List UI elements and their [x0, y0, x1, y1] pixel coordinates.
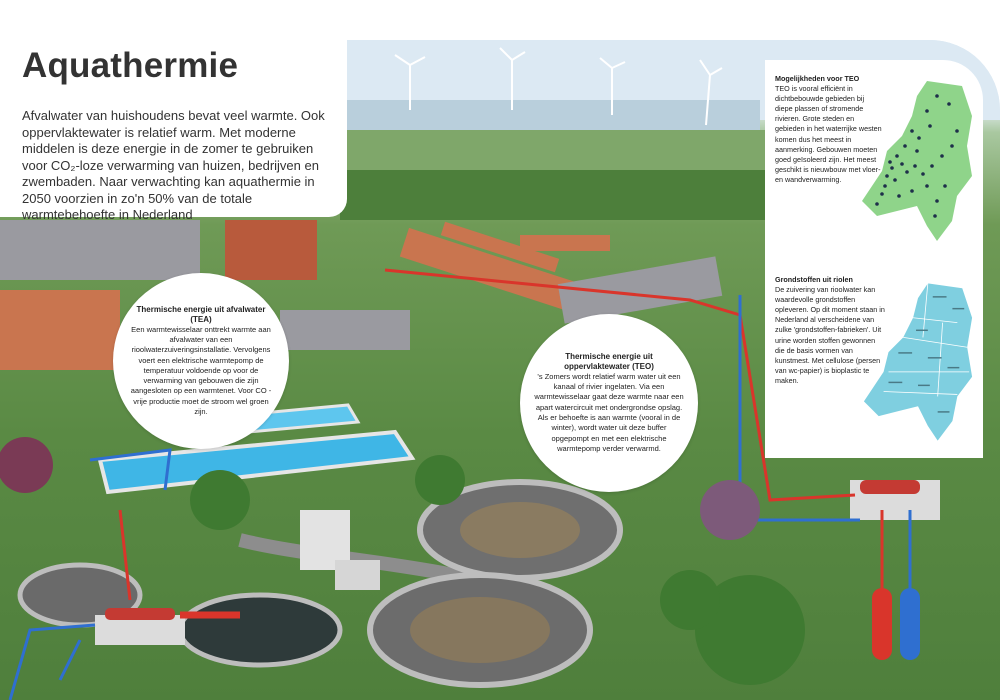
tea-body: Een warmtewisselaar onttrekt warmte aan afvalwater van een rioolwaterzuiveringsinstallatie. Vervolgens voert een elektrische warmtepomp de temperatuur voldoende op voor de verwarming van gebouwen die zijn aangesloten op een warmtenet. Voor CO -vrije productie moet de stroom wel groen zijn.	[130, 324, 272, 417]
side-panel	[765, 60, 983, 458]
teo-heading: Thermische energie uit oppervlaktewater (TEO)	[564, 351, 654, 371]
title-card	[0, 0, 347, 222]
hot-storage-tank	[872, 588, 892, 660]
tea-info-circle	[113, 273, 289, 449]
raw-materials-body: De zuivering van rioolwater kan waardevolle grondstoffen opleveren. Op dit moment staan in Nederland al verscheidene van zulke 'grondstoffen-fabrieken'. Uit urine worden stoffen gewonnen die de basis vormen van kunstmest. Met cellulose (persen van wc-papier) is bioplastic te maken.	[775, 285, 885, 385]
raw-materials-heading: Grondstoffen uit riolen	[775, 275, 853, 284]
page-title: Aquathermie	[22, 46, 239, 85]
tea-heading: Thermische energie uit afvalwater (TEA)	[136, 304, 266, 324]
teo-possibilities-heading: Mogelijkheden voor TEO	[775, 74, 860, 83]
teo-info-circle	[520, 314, 698, 492]
netherlands-map-teo	[857, 76, 977, 246]
teo-possibilities-body: TEO is vooral efficiënt in dichtbebouwde gebieden bij diepe plassen of stromende rivieren. Grote steden en gebieden in het waterrijke westen komen dus het meest in aanmerking. Gebouwen moeten goed geïsoleerd zijn. Het meest geschikt is nieuwbouw met vloer- en wandverwarming.	[775, 84, 882, 184]
cold-storage-tank	[900, 588, 920, 660]
teo-body: 's Zomers wordt relatief warm water uit een kanaal of rivier ingelaten. Via een warmtewisselaar gaat deze warmte naar een apart watercircuit met ondergrondse opslag. Als er behoefte is aan warmte (vooral in de winter), wordt water uit deze buffer opgepompt en met een elektrische warmtepomp verder verwarmd.	[534, 371, 684, 453]
netherlands-map-grondstoffen	[859, 278, 977, 446]
intro-text: Afvalwater van huishoudens bevat veel warmte. Ook oppervlaktewater is relatief warm. Met moderne middelen is deze energie in de zomer te gebruiken voor CO₂-loze verwarming van huizen, bedrijven en zwembaden. Naar verwachting kan aquathermie in 2050 voorzien in zo'n 50% van de totale warmtebehoefte in Nederland	[22, 108, 325, 222]
